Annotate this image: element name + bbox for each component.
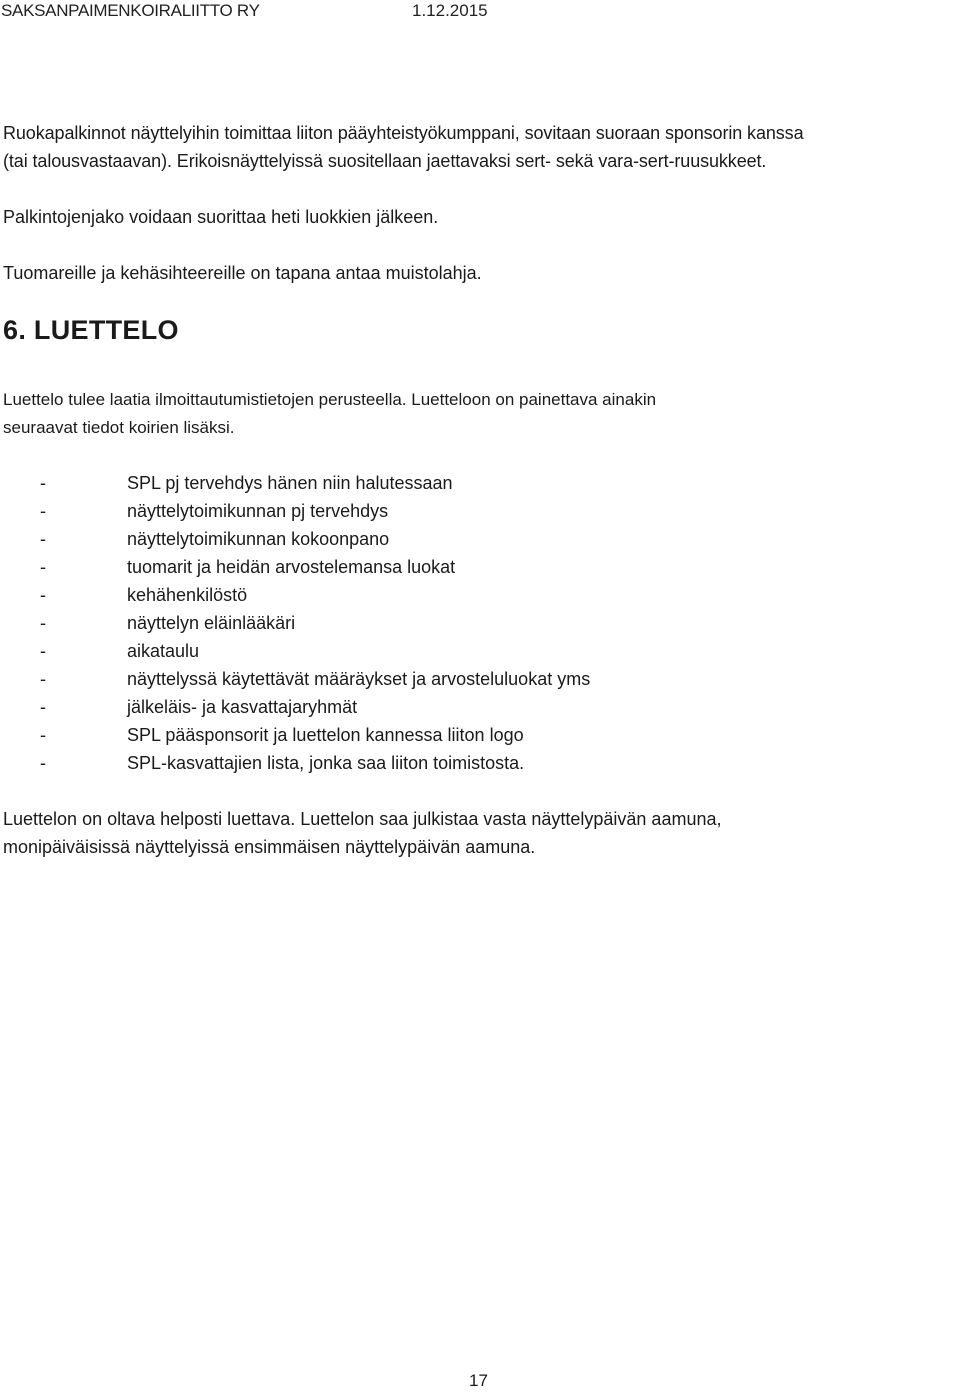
- list-dash: -: [40, 697, 46, 717]
- list-item-text: näyttelytoimikunnan kokoonpano: [127, 529, 390, 549]
- closing-paragraph: [3, 805, 721, 861]
- organization-name: SAKSANPAIMENKOIRALIITTO RY: [1, 1, 260, 20]
- list-dash: -: [40, 585, 46, 605]
- list-dash: -: [40, 725, 46, 745]
- list-dash: -: [40, 557, 46, 577]
- list-dash: -: [40, 753, 46, 773]
- list-dash: -: [40, 641, 46, 661]
- list-item-text: näyttelytoimikunnan pj tervehdys: [127, 501, 389, 521]
- closing-line-2: monipäiväisissä näyttelyissä ensimmäisen näyttelypäivän aamuna.: [3, 837, 536, 857]
- list-item-text: näyttelyn eläinlääkäri: [127, 613, 296, 633]
- section-heading: 6. LUETTELO: [3, 315, 179, 345]
- gifts-paragraph: Tuomareille ja kehäsihteereille on tapana antaa muistolahja.: [3, 263, 482, 283]
- list-dash: -: [40, 613, 46, 633]
- list-item-text: kehähenkilöstö: [127, 585, 248, 605]
- prize-distribution-paragraph: Palkintojenjako voidaan suorittaa heti luokkien jälkeen.: [3, 207, 439, 227]
- intro-line-2: seuraavat tiedot koirien lisäksi.: [3, 418, 235, 437]
- list-item-text: näyttelyssä käytettävät määräykset ja arvosteluluokat yms: [127, 669, 591, 689]
- intro-line-1: Luettelo tulee laatia ilmoittautumistietojen perusteella. Luetteloon on painettava ainakin: [3, 390, 657, 409]
- document-date: 1.12.2015: [412, 1, 488, 20]
- list-dash: -: [40, 669, 46, 689]
- list-item-text: jälkeläis- ja kasvattajaryhmät: [127, 697, 358, 717]
- section-intro: [3, 386, 656, 442]
- list-item-text: SPL pj tervehdys hänen niin halutessaan: [127, 473, 453, 493]
- list-item-text: SPL-kasvattajien lista, jonka saa liiton toimistosta.: [127, 753, 525, 773]
- list-item-text: aikataulu: [127, 641, 200, 661]
- closing-line-1: Luettelon on oltava helposti luettava. Luettelon saa julkistaa vasta näyttelypäivän aamuna,: [3, 809, 722, 829]
- awards-paragraph: [3, 119, 803, 175]
- awards-line-1: Ruokapalkinnot näyttelyihin toimittaa liiton pääyhteistyökumppani, sovitaan suoraan sponsorin kanssa: [3, 123, 804, 143]
- list-dash: -: [40, 529, 46, 549]
- list-item-text: tuomarit ja heidän arvostelemansa luokat: [127, 557, 456, 577]
- page-number: 17: [469, 1371, 488, 1390]
- list-item-text: SPL pääsponsorit ja luettelon kannessa liiton logo: [127, 725, 524, 745]
- page-header: [0, 0, 960, 24]
- list-dash: -: [40, 473, 46, 493]
- list-dash: -: [40, 501, 46, 521]
- awards-line-2: (tai talousvastaavan). Erikoisnäyttelyissä suositellaan jaettavaksi sert- sekä vara-sert-ruusukkeet.: [3, 151, 767, 171]
